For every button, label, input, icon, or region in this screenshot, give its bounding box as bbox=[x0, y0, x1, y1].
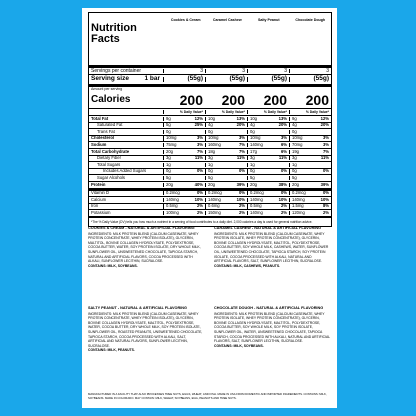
ingredients-text: INGREDIENTS: MILK PROTEIN BLEND (CALCIUM CASEINATE, WHEY PROTEIN ISOLATE, WHEY PROTEIN CONCENTRATE), GLYCERIN, BOVINE COLLAGEN HYDROLYSATE, MALTITOL, POLYDEXTROSE, COCOA BUTTER, SOY WHOLE MILK, CASHEWS, WATER, SUNFLOWER OIL, UNSWEETENED CHOCOLATE, TAPIOCA STARCH, SOY PROTEIN ISOLATE, COCOA PROCESSED WITH ALKALI, NATURAL AND ARTIFICIAL FLAVORS, SALT, SUNFLOWER LECITHIN, SUCRALOSE. bbox=[214, 231, 329, 264]
nutrient-name: Dietary Fiber bbox=[97, 155, 121, 161]
calories-label: Calories bbox=[91, 93, 131, 105]
nutrient-dv: 10% bbox=[194, 196, 203, 202]
nutrient-amount: 10g bbox=[208, 115, 215, 121]
calories-value: 200 bbox=[221, 91, 245, 108]
nutrient-amount: 1g bbox=[208, 161, 213, 167]
nutrient-amount: 0g bbox=[292, 128, 297, 134]
nutrient-dv: 2% bbox=[280, 210, 287, 215]
nutrient-amount: 0.6mg bbox=[208, 203, 220, 209]
nutrient-dv: 0% bbox=[280, 190, 287, 196]
flavor-header: Salty Peanut bbox=[257, 18, 280, 22]
nutrient-dv: 39% bbox=[320, 181, 329, 187]
nutrient-amount: 0.2mcg bbox=[292, 190, 306, 196]
calories-value: 200 bbox=[263, 91, 287, 108]
nutrient-dv: 11% bbox=[320, 155, 329, 161]
nutrient-dv: 40% bbox=[194, 181, 203, 187]
flavor-header: Caramel Cashew bbox=[212, 18, 242, 22]
nutrient-amount: 20g bbox=[208, 181, 215, 187]
daily-value-header-row bbox=[89, 109, 331, 116]
nutrient-dv: 39% bbox=[236, 181, 245, 187]
nutrition-title: Nutrition Facts bbox=[91, 22, 137, 45]
nutrient-dv: 3% bbox=[238, 135, 245, 141]
manufacturer-statement: MANUFACTURED IN A FACILITY THAT ALSO PROCESSES TREE NUTS, EGGS, WHEAT, AND FISH. MADE IN USA FROM DOMESTIC AND IMPORTED INGREDIENTS. CONTAINS: MILK, SOYBEANS. MADE IN COLORADO. MAY CONTAIN: MILK, WHEAT, SOYBEANS, EGG, PEANUTS AND TREE NUTS. bbox=[88, 392, 327, 400]
nutrient-dv: 2% bbox=[238, 210, 245, 215]
ingredients-title: CARAMEL CASHEW - NATURAL & ARTIFICIAL FLAVORING bbox=[214, 226, 322, 230]
nutrient-dv: 3% bbox=[196, 142, 203, 148]
nutrient-dv: 7% bbox=[238, 148, 245, 154]
nutrient-amount: 140mg bbox=[250, 196, 263, 202]
nutrient-dv: 0% bbox=[322, 190, 329, 196]
nutrient-amount: 140mg bbox=[250, 142, 263, 148]
nutrient-amount: 19g bbox=[292, 148, 299, 154]
servings-value: 3 bbox=[205, 69, 247, 73]
nutrient-amount: 150mg bbox=[208, 210, 221, 215]
ingredients-block bbox=[214, 226, 330, 268]
nutrient-name: Saturated Fat bbox=[97, 122, 123, 128]
ingredients-text: INGREDIENTS: MILK PROTEIN BLEND (CALCIUM CASEINATE, WHEY PROTEIN CONCENTRATE, WHEY PROTEIN ISOLATE), GLYCERIN, BOVINE COLLAGEN HYDROLYSATE, MALTITOL, POLYDEXTROSE, WATER, COCOA BUTTER, DRY WHOLE MILK, SOY PROTEIN ISOLATE, SUNFLOWER OIL, ROASTED PEANUTS, UNSWEETENED CHOCOLATE, TAPIOCA STARCH, COCOA PROCESSED WITH ALKALI, SALT, ARTIFICIAL AND NATURAL FLAVORS, SUNFLOWER LECITHIN, SUCRALOSE. bbox=[88, 311, 203, 348]
nutrient-dv: 11% bbox=[194, 155, 203, 161]
nutrition-header bbox=[89, 13, 331, 68]
vitamin-rows bbox=[89, 191, 331, 217]
serving-size-value: (55g) bbox=[247, 77, 289, 81]
nutrient-amount: 5g bbox=[250, 175, 255, 181]
nutrient-dv: 10% bbox=[278, 196, 287, 202]
nutrient-name: Potassium bbox=[91, 210, 111, 215]
nutrient-dv: 13% bbox=[278, 115, 287, 121]
nutrient-dv: 6% bbox=[280, 142, 287, 148]
nutrient-dv: 0% bbox=[238, 168, 245, 174]
ingredients-text: INGREDIENTS: MILK PROTEIN BLEND (CALCIUM CASEINATE, WHEY PROTEIN ISOLATE, WHEY PROTEIN CONCENTRATE), GLYCERIN, BOVINE COLLAGEN HYDROLYSATE, MALTITOL, POLYDEXTROSE, COCOA BUTTER, SOY WHOLE MILK, SOY PROTEIN ISOLATE, SUNFLOWER OIL, WATER, UNSWEETENED CHOCOLATE, TAPIOCA STARCH, COCOA PROCESSED WITH ALKALI, NATURAL AND ARTIFICIAL FLAVORS, SALT, SUNFLOWER LECITHIN, SUCRALOSE. bbox=[214, 311, 330, 344]
allergen-statement: CONTAINS: MILK, PEANUTS. bbox=[88, 348, 135, 353]
nutrient-amount: 20g bbox=[292, 181, 299, 187]
nutrient-dv: 0% bbox=[238, 190, 245, 196]
nutrient-dv: 11% bbox=[236, 155, 245, 161]
nutrient-amount: 75mg bbox=[166, 142, 177, 148]
nutrient-name: Total Carbohydrate bbox=[91, 148, 130, 154]
nutrient-amount: 20g bbox=[166, 148, 173, 154]
nutrient-dv: 8% bbox=[322, 203, 329, 209]
nutrient-amount: 4g bbox=[250, 122, 255, 128]
nutrient-dv: 12% bbox=[194, 115, 203, 121]
flavor-header: Cookies & Cream bbox=[170, 18, 201, 22]
nutrient-amount: 0.5mg bbox=[166, 203, 178, 209]
nutrient-amount: 4g bbox=[208, 122, 213, 128]
nutrient-name: Protein bbox=[91, 181, 106, 187]
nutrient-dv: 20% bbox=[278, 122, 287, 128]
nutrient-dv: 12% bbox=[320, 115, 329, 121]
ingredients-block bbox=[88, 306, 204, 353]
ingredients-block bbox=[88, 226, 204, 268]
ingredients-title: CHOCOLATE DOUGH - NATURAL & ARTIFICIAL FLAVORING bbox=[214, 306, 324, 310]
nutrient-amount: 0g bbox=[166, 168, 171, 174]
nutrient-dv: 0% bbox=[322, 168, 329, 174]
nutrient-amount: 20g bbox=[166, 181, 173, 187]
nutrient-dv: 20% bbox=[320, 122, 329, 128]
nutrient-name: Cholesterol bbox=[91, 135, 115, 141]
servings-row bbox=[89, 68, 331, 75]
nutrient-rows bbox=[89, 116, 331, 191]
nutrition-facts-table bbox=[88, 12, 332, 227]
nutrient-dv: 2% bbox=[196, 210, 203, 215]
ingredients-text: INGREDIENTS: MILK PROTEIN BLEND (CALCIUM CASEINATE, WHEY PROTEIN CONCENTRATE, WHEY PROTEIN ISOLATE), GLYCERIN, MALTITOL, BOVINE COLLAGEN HYDROLYSATE, POLYDEXTROSE, COCOA BUTTER, WATER, SOY PROTEIN ISOLATE, DRY WHOLE MILK, SUNFLOWER OIL, UNSWEETENED CHOCOLATE, TAPIOCA STARCH, NATURAL AND ARTIFICIAL FLAVORS, COCOA PROCESSED WITH ALKALI, SUNFLOWER LECITHIN, SUCRALOSE. bbox=[88, 231, 201, 264]
nutrient-amount: 10g bbox=[250, 115, 257, 121]
allergen-statement: CONTAINS: MILK, SOYBEANS. bbox=[88, 263, 138, 268]
ingredients-title: SALTY PEANUT - NATURAL & ARTIFICIAL FLAVORING bbox=[88, 306, 187, 310]
serving-size-value: (55g) bbox=[205, 77, 247, 81]
nutrient-amount: 0g bbox=[292, 168, 297, 174]
nutrient-amount: 140mg bbox=[166, 196, 179, 202]
amount-per-serving-label: Amount per serving bbox=[91, 87, 123, 92]
nutrient-amount: 140mg bbox=[208, 196, 221, 202]
nutrient-dv: 0% bbox=[196, 190, 203, 196]
nutrient-amount: 1.5mg bbox=[292, 203, 304, 209]
nutrient-dv: 0% bbox=[280, 168, 287, 174]
nutrient-amount: 0g bbox=[208, 128, 213, 134]
nutrient-amount: 10mg bbox=[166, 135, 177, 141]
daily-value-footnote: *The % Daily Value (DV) tells you how much a nutrient in a serving of food contributes to a daily diet. 2,000 calories a day is used for general nutrition advice. bbox=[89, 217, 331, 226]
nutrient-amount: 0g bbox=[208, 168, 213, 174]
nutrient-amount: 5g bbox=[166, 122, 171, 128]
nutrient-amount: 5g bbox=[166, 175, 171, 181]
nutrient-name: Sugar Alcohols bbox=[97, 175, 125, 181]
dv-header: % Daily Value* bbox=[163, 110, 205, 114]
nutrient-dv: 3% bbox=[322, 135, 329, 141]
flavor-header: Chocolate Dough bbox=[295, 18, 326, 22]
nutrient-amount: 3g bbox=[250, 155, 255, 161]
nutrient-dv: 2% bbox=[280, 203, 287, 209]
dv-header: % Daily Value* bbox=[247, 110, 289, 114]
allergen-statement: CONTAINS: MILK, SOYBEANS. bbox=[214, 343, 264, 348]
nutrient-dv: 3% bbox=[322, 142, 329, 148]
calories-value: 200 bbox=[179, 91, 203, 108]
nutrient-row bbox=[89, 142, 331, 149]
nutrient-amount: 70mg bbox=[292, 142, 303, 148]
nutrient-name: Iron bbox=[91, 203, 99, 209]
nutrient-amount: 120mg bbox=[292, 210, 305, 215]
ingredients-block bbox=[214, 306, 330, 348]
nutrient-name: Trans Fat bbox=[97, 128, 115, 134]
nutrient-amount: 10mg bbox=[250, 135, 261, 141]
nutrient-amount: 0g bbox=[250, 128, 255, 134]
nutrient-dv: 13% bbox=[236, 115, 245, 121]
nutrient-amount: 3g bbox=[208, 155, 213, 161]
nutrient-dv: 38% bbox=[278, 181, 287, 187]
nutrient-dv: 3% bbox=[196, 135, 203, 141]
nutrient-amount: 1g bbox=[292, 161, 297, 167]
nutrient-dv: 25% bbox=[194, 122, 203, 128]
nutrient-amount: 140mg bbox=[292, 196, 305, 202]
nutrient-amount: 10mg bbox=[292, 135, 303, 141]
nutrient-dv: 20% bbox=[236, 122, 245, 128]
nutrient-amount: 18g bbox=[208, 148, 215, 154]
nutrient-dv: 2% bbox=[196, 203, 203, 209]
serving-size-label: Serving size bbox=[91, 75, 129, 83]
nutrient-amount: 0.5mg bbox=[250, 203, 262, 209]
nutrient-amount: 9g bbox=[166, 115, 171, 121]
nutrient-amount: 3g bbox=[292, 155, 297, 161]
nutrient-dv: 11% bbox=[278, 155, 287, 161]
nutrient-dv: 2% bbox=[238, 203, 245, 209]
nutrient-dv: 10% bbox=[236, 196, 245, 202]
servings-label: Servings per container bbox=[91, 67, 142, 74]
nutrient-dv: 7% bbox=[322, 148, 329, 154]
nutrient-amount: 5g bbox=[208, 175, 213, 181]
label-panel bbox=[82, 8, 337, 408]
ingredients-title: COOKIES & CREAM - NATURAL & ARTIFICIAL FLAVORING bbox=[88, 226, 195, 230]
nutrient-amount: 20g bbox=[250, 181, 257, 187]
nutrient-dv: 7% bbox=[196, 148, 203, 154]
nutrient-dv: 3% bbox=[280, 135, 287, 141]
nutrient-dv: 7% bbox=[238, 142, 245, 148]
nutrient-name: Total Fat bbox=[91, 115, 109, 121]
calories-row bbox=[89, 92, 331, 109]
nutrient-amount: 0g bbox=[166, 128, 171, 134]
nutrient-amount: 10mg bbox=[208, 135, 219, 141]
nutrient-amount: 4g bbox=[292, 122, 297, 128]
nutrient-dv: 10% bbox=[320, 196, 329, 202]
nutrient-name: Total Sugars bbox=[97, 161, 121, 167]
nutrient-amount: 140mg bbox=[250, 210, 263, 215]
servings-value: 3 bbox=[247, 69, 289, 73]
nutrient-amount: 0.2mcg bbox=[166, 190, 180, 196]
dv-header: % Daily Value* bbox=[205, 110, 247, 114]
nutrient-amount: 1g bbox=[250, 161, 255, 167]
dv-header: % Daily Value* bbox=[289, 110, 331, 114]
nutrient-amount: 0.2mcg bbox=[208, 190, 222, 196]
nutrient-amount: 0g bbox=[250, 168, 255, 174]
nutrient-name: Includes Added Sugars bbox=[103, 168, 147, 174]
nutrient-amount: 1g bbox=[166, 161, 171, 167]
nutrient-amount: 17g bbox=[250, 148, 257, 154]
nutrient-row bbox=[89, 210, 331, 217]
serving-size-value: (55g) bbox=[289, 77, 331, 81]
nutrient-amount: 0.2mcg bbox=[250, 190, 264, 196]
servings-value: 3 bbox=[289, 69, 331, 73]
serving-size-value: (55g) bbox=[163, 77, 205, 81]
nutrient-dv: 2% bbox=[322, 210, 329, 215]
nutrient-dv: 0% bbox=[196, 168, 203, 174]
nutrient-amount: 5g bbox=[292, 175, 297, 181]
nutrient-name: Calcium bbox=[91, 196, 107, 202]
nutrient-dv: 6% bbox=[280, 148, 287, 154]
nutrient-amount: 100mg bbox=[166, 210, 179, 215]
serving-size-row bbox=[89, 75, 331, 87]
serving-size-unit: 1 bar bbox=[144, 75, 160, 83]
nutrient-name: Vitamin D bbox=[91, 190, 110, 196]
allergen-statement: CONTAINS: MILK, CASHEWS, PEANUTS. bbox=[214, 263, 281, 268]
nutrient-row bbox=[89, 175, 331, 182]
nutrient-amount: 9g bbox=[292, 115, 297, 121]
nutrient-amount: 3g bbox=[166, 155, 171, 161]
calories-value: 200 bbox=[305, 91, 329, 108]
nutrient-amount: 160mg bbox=[208, 142, 221, 148]
servings-value: 3 bbox=[163, 69, 205, 73]
nutrient-name: Sodium bbox=[91, 142, 107, 148]
